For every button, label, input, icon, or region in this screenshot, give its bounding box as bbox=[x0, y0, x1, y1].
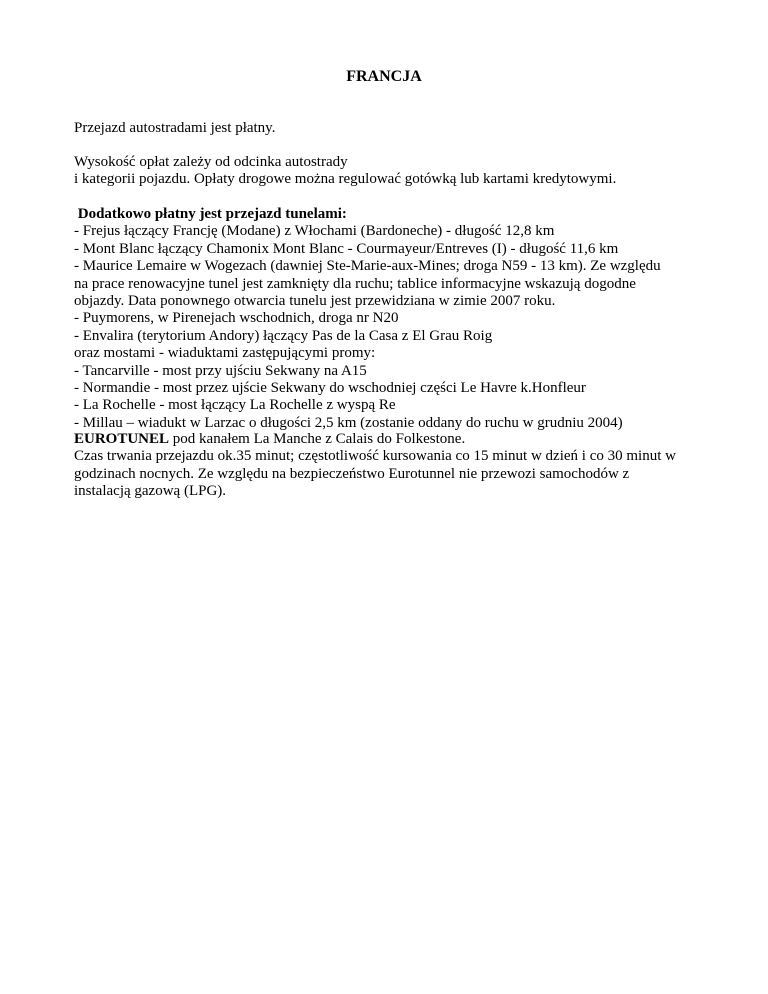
text-line: godzinach nocnych. Ze względu na bezpieczeństwo Eurotunnel nie przewozi samochodów z bbox=[74, 465, 630, 482]
list-item: - Frejus łączący Francję (Modane) z Włochami (Bardoneche) - długość 12,8 km bbox=[74, 223, 555, 240]
paragraph-eurotunnel bbox=[74, 431, 704, 501]
text-line: Czas trwania przejazdu ok.35 minut; częstotliwość kursowania co 15 minut w dzień i co 30 minut w bbox=[74, 448, 676, 465]
text-line: i kategorii pojazdu. Opłaty drogowe można regulować gotówką lub kartami kredytowymi. bbox=[74, 171, 617, 188]
list-item: - Mont Blanc łączący Chamonix Mont Blanc - Courmayeur/Entreves (I) - długość 11,6 km bbox=[74, 240, 619, 257]
paragraph-fees bbox=[74, 154, 704, 189]
text-line: na prace renowacyjne tunel jest zamknięty dla ruchu; tablice informacyjne wskazują dogodne bbox=[74, 275, 636, 292]
text-line: instalacją gazową (LPG). bbox=[74, 483, 227, 500]
text-line: oraz mostami - wiaduktami zastępującymi promy: bbox=[74, 345, 376, 362]
document-title: FRANCJA bbox=[346, 68, 422, 85]
text-line: Przejazd autostradami jest płatny. bbox=[74, 120, 276, 136]
text-line: Wysokość opłat zależy od odcinka autostrady bbox=[74, 154, 348, 170]
list-item: - Puymorens, w Pirenejach wschodnich, droga nr N20 bbox=[74, 310, 399, 327]
list-item: - Tancarville - most przy ujściu Sekwany na A15 bbox=[74, 362, 367, 379]
list-item: - Maurice Lemaire w Wogezach (dawniej Ste-Marie-aux-Mines; droga N59 - 13 km). Ze względu bbox=[74, 258, 661, 275]
text-line: objazdy. Data ponownego otwarcia tunelu jest przewidziana w zimie 2007 roku. bbox=[74, 293, 556, 310]
text-line bbox=[74, 431, 704, 448]
list-item: - La Rochelle - most łączący La Rochelle z wyspą Re bbox=[74, 397, 396, 414]
eurotunnel-text: pod kanałem La Manche z Calais do Folkestone. bbox=[169, 431, 466, 447]
paragraph-motorways bbox=[74, 120, 704, 137]
paragraph-tunnels-bridges bbox=[74, 206, 704, 432]
list-item: - Envalira (terytorium Andory) łączący Pas de la Casa z El Grau Roig bbox=[74, 327, 493, 344]
section-heading: Dodatkowo płatny jest przejazd tunelami: bbox=[74, 206, 347, 222]
list-item: - Millau – wiadukt w Larzac o długości 2,5 km (zostanie oddany do ruchu w grudniu 2004) bbox=[74, 414, 623, 431]
eurotunnel-label: EUROTUNEL bbox=[74, 431, 170, 447]
list-item: - Normandie - most przez ujście Sekwany do wschodniej części Le Havre k.Honfleur bbox=[74, 380, 586, 397]
